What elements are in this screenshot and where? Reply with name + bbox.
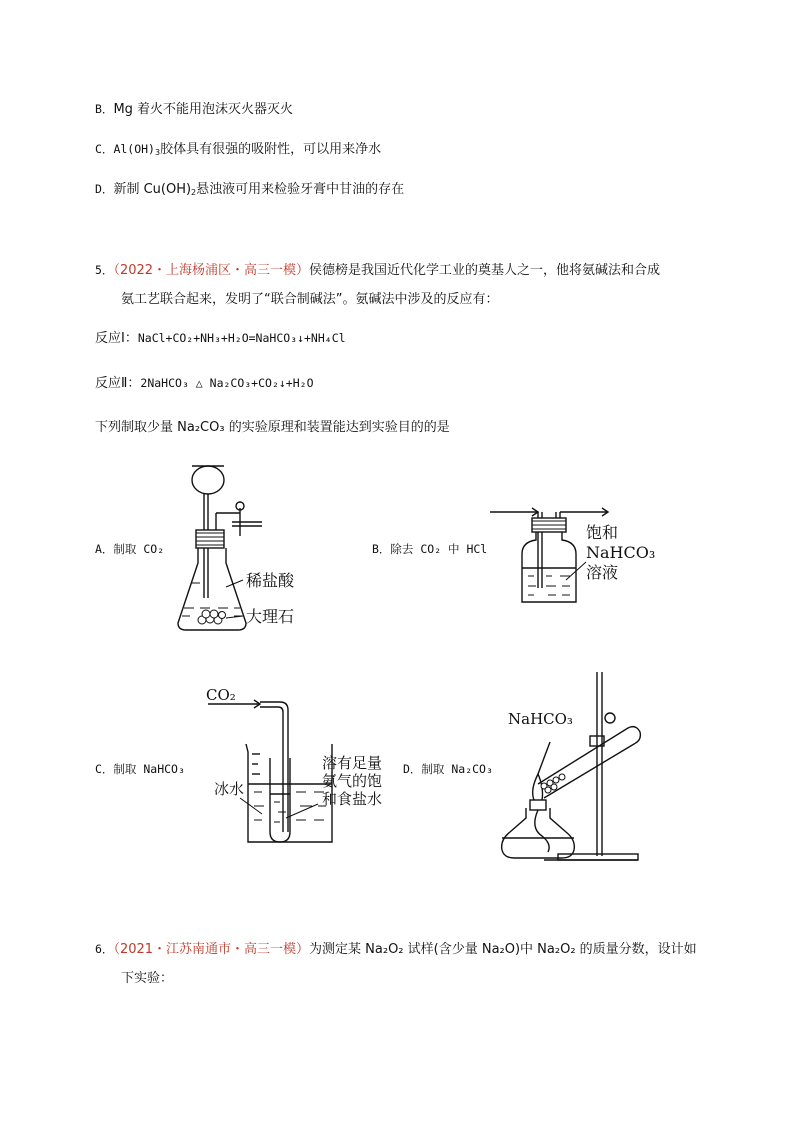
q4-option-b bbox=[95, 98, 293, 117]
option-letter: C． bbox=[95, 142, 114, 156]
option-b-label: B．除去 CO₂ 中 HCl bbox=[372, 542, 488, 556]
option-text: 胶体具有很强的吸附性，可以用来净水 bbox=[160, 142, 382, 157]
question-stem-cont: 氨工艺联合起来，发明了“联合制碱法”。氨碱法中涉及的反应有： bbox=[121, 292, 499, 307]
label-solution: 溶液 bbox=[586, 563, 619, 582]
label-nahco3: NaHCO₃ bbox=[586, 543, 656, 562]
label-ammonia-3: 和食盐水 bbox=[322, 790, 383, 808]
label-nahco3-d: NaHCO₃ bbox=[508, 710, 573, 728]
question-number: 5． bbox=[95, 263, 114, 277]
option-a-label: A．制取 CO₂ bbox=[95, 542, 165, 556]
question-stem-cont: 下实验： bbox=[121, 971, 174, 986]
option-text: 悬浊液可用来检验牙膏中甘油的存在 bbox=[196, 182, 405, 197]
question-source: （2022・上海杨浦区・高三一模） bbox=[113, 263, 310, 278]
formula: Al(OH) bbox=[113, 142, 155, 156]
reaction-label: 反应Ⅱ： bbox=[95, 376, 141, 391]
q6-stem-line2 bbox=[121, 967, 173, 986]
option-text: Mg 着火不能用泡沫灭火器灭火 bbox=[113, 102, 294, 117]
reaction-equation: NaCl+CO₂+NH₃+H₂O=NaHCO₃↓+NH₄Cl bbox=[137, 331, 346, 345]
question-number: 6． bbox=[95, 942, 114, 956]
label-marble: 大理石 bbox=[246, 607, 295, 626]
option-c-label: C．制取 NaHCO₃ bbox=[95, 762, 185, 776]
figure-c-beaker-tube bbox=[200, 682, 400, 852]
reaction-label: 反应Ⅰ： bbox=[95, 331, 138, 346]
option-letter: D． bbox=[95, 182, 114, 196]
option-letter: B． bbox=[95, 102, 114, 116]
label-ice-water: 冰水 bbox=[214, 780, 245, 798]
figure-a-flask-apparatus bbox=[170, 458, 320, 636]
q5-stem-line2 bbox=[121, 288, 498, 307]
label-saturated: 饱和 bbox=[586, 523, 619, 542]
q6-stem-line1 bbox=[95, 938, 697, 957]
subscript: 3 bbox=[154, 148, 161, 157]
label-ammonia-2: 氨气的饱 bbox=[322, 772, 383, 790]
question-source: （2021・江苏南通市・高三一模） bbox=[113, 942, 310, 957]
label-dilute-hcl: 稀盐酸 bbox=[246, 571, 295, 590]
q5-stem-line1 bbox=[95, 259, 660, 278]
reaction-1 bbox=[95, 327, 346, 346]
question-stem: 侯德榜是我国近代化学工业的奠基人之一，他将氨碱法和合成 bbox=[309, 263, 661, 278]
q5-question bbox=[95, 416, 450, 435]
option-d-label: D．制取 Na₂CO₃ bbox=[403, 762, 493, 776]
label-ammonia-1: 溶有足量 bbox=[322, 754, 383, 772]
reaction-2 bbox=[95, 372, 314, 391]
reaction-equation: 2NaHCO₃ △ Na₂CO₃+CO₂↓+H₂O bbox=[140, 376, 314, 390]
figure-b-gas-washing-bottle bbox=[486, 498, 656, 608]
q4-option-d bbox=[95, 178, 404, 197]
question-text: 下列制取少量 Na₂CO₃ 的实验原理和装置能达到实验目的的是 bbox=[95, 420, 450, 435]
label-co2: CO₂ bbox=[206, 686, 236, 704]
question-stem: 为测定某 Na₂O₂ 试样(含少量 Na₂O)中 Na₂O₂ 的质量分数，设计如 bbox=[309, 942, 697, 957]
option-text-pre: 新制 Cu(OH) bbox=[113, 182, 192, 197]
figure-d-heating-apparatus bbox=[490, 668, 700, 870]
q4-option-c bbox=[95, 138, 381, 157]
subscript: 2 bbox=[191, 188, 197, 197]
